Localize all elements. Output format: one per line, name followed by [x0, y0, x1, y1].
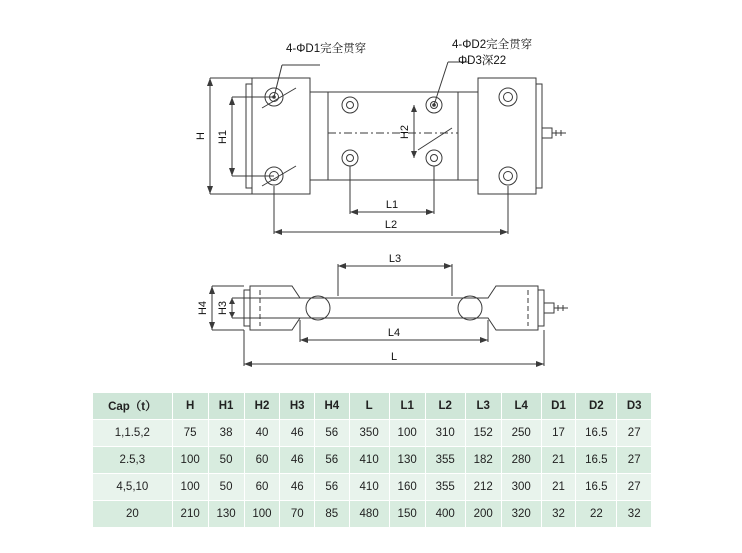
header-h3: H3: [280, 393, 315, 420]
cell-h2: 40: [244, 420, 280, 447]
header-cap: Cap（t）: [93, 393, 173, 420]
dim-H2-arrow-top: [411, 105, 417, 112]
side-cable-gland: [544, 303, 554, 313]
top-view-right-shoulder: [458, 92, 478, 180]
cell-h1: 130: [208, 501, 244, 528]
cell-l3: 182: [465, 447, 501, 474]
dim-L2-arrow-right: [500, 229, 508, 235]
cell-l1: 160: [389, 474, 425, 501]
cell-h: 210: [172, 501, 208, 528]
dim-H1-arrow-bottom: [229, 168, 235, 176]
dim-H-arrow-top: [207, 78, 213, 86]
cell-d1: 32: [541, 501, 576, 528]
hole-d2-bottom-left: [342, 150, 358, 166]
header-h: H: [172, 393, 208, 420]
dim-H1-arrow-top: [229, 97, 235, 105]
cell-h: 75: [172, 420, 208, 447]
cell-l4: 320: [501, 501, 541, 528]
header-d2: D2: [576, 393, 617, 420]
cell-l3: 152: [465, 420, 501, 447]
cell-l3: 200: [465, 501, 501, 528]
cell-d1: 17: [541, 420, 576, 447]
cell-d3: 27: [617, 474, 652, 501]
cell-l2: 355: [425, 447, 465, 474]
hole-d2-top-left: [342, 97, 358, 113]
dim-label-H4: H4: [197, 300, 209, 316]
cell-h1: 50: [208, 447, 244, 474]
cell-d2: 16.5: [576, 420, 617, 447]
dim-label-L4: L4: [387, 327, 401, 339]
annotation-d3: ΦD3深22: [458, 55, 507, 67]
cell-h1: 38: [208, 420, 244, 447]
hole-d2-bottom-left-inner: [347, 155, 354, 162]
annotation-d2: 4-ΦD2完全贯穿: [452, 39, 533, 51]
cell-h2: 60: [244, 447, 280, 474]
side-view-right-cap: [538, 290, 544, 326]
cell-h3: 70: [280, 501, 315, 528]
dim-label-H2: H2: [399, 124, 411, 140]
hole-d2-bottom-right-inner: [431, 155, 438, 162]
cell-h2: 60: [244, 474, 280, 501]
header-l: L: [349, 393, 389, 420]
top-view-left-block: [252, 78, 310, 194]
header-l1: L1: [389, 393, 425, 420]
cell-h: 100: [172, 447, 208, 474]
cell-h4: 56: [315, 474, 350, 501]
hole-d1-bottom-right: [499, 167, 517, 185]
detail-line-right: [418, 128, 452, 150]
cell-d3: 32: [617, 501, 652, 528]
dim-L4-arrow-left: [300, 337, 308, 343]
header-h4: H4: [315, 393, 350, 420]
cell-l: 350: [349, 420, 389, 447]
top-view-left-shoulder: [310, 92, 328, 180]
header-h1: H1: [208, 393, 244, 420]
header-l4: L4: [501, 393, 541, 420]
dim-label-H3: H3: [217, 300, 229, 316]
cell-d1: 21: [541, 447, 576, 474]
cell-h4: 85: [315, 501, 350, 528]
cell-cap: 4,5,10: [93, 474, 173, 501]
annotation-d1: 4-ΦD1完全贯穿: [286, 43, 367, 55]
dim-label-H: H: [195, 132, 207, 140]
hole-d1-top-right-inner: [504, 93, 513, 102]
cell-l4: 300: [501, 474, 541, 501]
table-row: [93, 420, 652, 447]
cell-d2: 22: [576, 501, 617, 528]
header-h2: H2: [244, 393, 280, 420]
hole-d1-bottom-right-inner: [504, 172, 513, 181]
dim-H3-arrow-top: [229, 298, 235, 304]
cell-l2: 400: [425, 501, 465, 528]
dim-H4-arrow-top: [209, 286, 215, 294]
cell-l: 410: [349, 447, 389, 474]
cell-cap: 20: [93, 501, 173, 528]
dim-label-L: L: [390, 351, 398, 363]
dim-H3-arrow-bottom: [229, 312, 235, 318]
cell-cap: 1,1.5,2: [93, 420, 173, 447]
hole-d2-top-left-inner: [347, 102, 354, 109]
table-row: [93, 501, 652, 528]
top-view-center-body: [328, 92, 458, 180]
dim-L3-arrow-left: [338, 263, 346, 269]
dim-L-arrow-right: [536, 361, 544, 367]
cell-h4: 56: [315, 447, 350, 474]
dim-L3-arrow-right: [444, 263, 452, 269]
cable-gland: [542, 128, 552, 138]
cell-h4: 56: [315, 420, 350, 447]
cell-l2: 355: [425, 474, 465, 501]
hole-d1-top-right: [499, 88, 517, 106]
table-row: [93, 474, 652, 501]
header-l2: L2: [425, 393, 465, 420]
dim-label-L2: L2: [384, 219, 398, 231]
dim-label-H1: H1: [217, 129, 229, 145]
leader-d2-dot: [432, 103, 436, 107]
dim-H2-arrow-bottom: [411, 151, 417, 158]
cell-l: 480: [349, 501, 389, 528]
header-d1: D1: [541, 393, 576, 420]
cell-l: 410: [349, 474, 389, 501]
hole-d2-bottom-right: [426, 150, 442, 166]
cell-l4: 280: [501, 447, 541, 474]
top-view-right-block: [478, 78, 536, 194]
cell-cap: 2.5,3: [93, 447, 173, 474]
side-hole-right: [458, 296, 482, 320]
cell-h: 100: [172, 474, 208, 501]
dim-H-arrow-bottom: [207, 186, 213, 194]
cell-l3: 212: [465, 474, 501, 501]
cell-h1: 50: [208, 474, 244, 501]
cell-l4: 250: [501, 420, 541, 447]
side-view-left-cap: [244, 290, 250, 326]
cell-h2: 100: [244, 501, 280, 528]
dim-L4-arrow-right: [480, 337, 488, 343]
dim-H4-arrow-bottom: [209, 322, 215, 330]
top-view-right-cap: [536, 84, 542, 188]
dimension-table: [92, 392, 652, 528]
cell-l1: 100: [389, 420, 425, 447]
header-l3: L3: [465, 393, 501, 420]
dim-L1-arrow-right: [426, 209, 434, 215]
side-view-body: [250, 286, 538, 330]
top-view-left-cap: [246, 84, 252, 188]
dim-L2-arrow-left: [274, 229, 282, 235]
cell-h3: 46: [280, 420, 315, 447]
header-d3: D3: [617, 393, 652, 420]
leader-d2: [434, 62, 448, 105]
side-hole-left: [306, 296, 330, 320]
cell-d1: 21: [541, 474, 576, 501]
cell-h3: 46: [280, 447, 315, 474]
cell-d3: 27: [617, 420, 652, 447]
dim-L1-arrow-left: [350, 209, 358, 215]
cell-d2: 16.5: [576, 474, 617, 501]
dim-label-L1: L1: [385, 199, 399, 211]
cell-l1: 130: [389, 447, 425, 474]
cell-h3: 46: [280, 474, 315, 501]
table-row: [93, 447, 652, 474]
cell-l1: 150: [389, 501, 425, 528]
cell-d3: 27: [617, 447, 652, 474]
dim-L-arrow-left: [244, 361, 252, 367]
table-header-row: [93, 393, 652, 420]
cell-l2: 310: [425, 420, 465, 447]
leader-d1: [274, 65, 282, 97]
dim-label-L3: L3: [388, 253, 402, 265]
cell-d2: 16.5: [576, 447, 617, 474]
